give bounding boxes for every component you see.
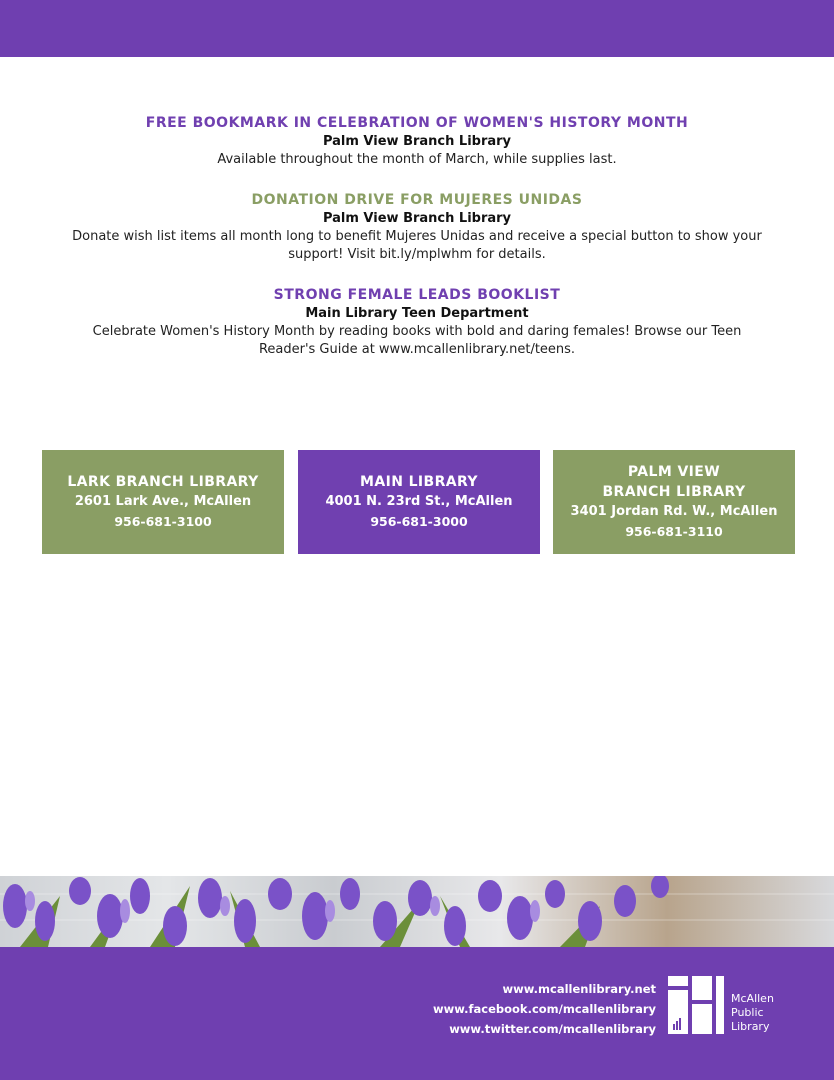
branch-phone: 956-681-3110 bbox=[625, 524, 723, 539]
event-title: DONATION DRIVE FOR MUJERES UNIDAS bbox=[251, 192, 583, 208]
website-link[interactable]: www.mcallenlibrary.net bbox=[502, 982, 656, 996]
lavender-flowers-image bbox=[0, 876, 834, 947]
event-description: Donate wish list items all month long to benefit Mujeres Unidas and receive a special button to show your support! Visit bit.ly/mplwhm for details. bbox=[72, 229, 762, 262]
header-band bbox=[0, 0, 834, 57]
branch-phone: 956-681-3000 bbox=[370, 514, 468, 529]
branch-address: 2601 Lark Ave., McAllen bbox=[74, 494, 252, 509]
logo-line: Public bbox=[731, 1006, 764, 1019]
branch-address: 4001 N. 23rd St., McAllen bbox=[325, 494, 513, 509]
twitter-link[interactable]: www.twitter.com/mcallenlibrary bbox=[449, 1022, 656, 1036]
event-description: Available throughout the month of March, while supplies last. bbox=[217, 152, 617, 167]
event-description: Celebrate Women's History Month by reading books with bold and daring females! Browse our Teen Reader's Guide at www.mcallenlibrary.net/teens. bbox=[92, 324, 742, 357]
logo-line: McAllen bbox=[731, 992, 774, 1005]
branch-box-lark bbox=[42, 450, 284, 554]
branch-name: MAIN LIBRARY bbox=[360, 474, 478, 490]
branch-box-main bbox=[298, 450, 540, 554]
event-bookmark bbox=[0, 114, 834, 169]
branch-address: 3401 Jordan Rd. W., McAllen bbox=[570, 504, 778, 519]
event-location: Palm View Branch Library bbox=[322, 134, 512, 149]
event-location: Palm View Branch Library bbox=[322, 211, 512, 226]
logo-wordmark bbox=[731, 992, 774, 1034]
event-title: STRONG FEMALE LEADS BOOKLIST bbox=[273, 287, 561, 303]
event-title: FREE BOOKMARK IN CELEBRATION OF WOMEN'S HISTORY MONTH bbox=[145, 115, 689, 131]
branch-boxes bbox=[42, 450, 795, 555]
lavender-photo bbox=[0, 876, 834, 947]
events-list bbox=[0, 114, 834, 381]
branch-phone: 956-681-3100 bbox=[114, 514, 212, 529]
event-booklist bbox=[0, 286, 834, 359]
event-donation-drive bbox=[0, 191, 834, 264]
event-location: Main Library Teen Department bbox=[305, 306, 529, 321]
branch-name: LARK BRANCH LIBRARY bbox=[67, 474, 259, 490]
library-logo-icon bbox=[668, 976, 724, 1034]
branch-box-palm-view bbox=[553, 450, 795, 554]
branch-name-line1: PALM VIEW bbox=[627, 464, 721, 480]
branch-name-line2: BRANCH LIBRARY bbox=[602, 484, 746, 500]
facebook-link[interactable]: www.facebook.com/mcallenlibrary bbox=[433, 1002, 656, 1016]
footer-links bbox=[433, 979, 656, 1039]
logo-line: Library bbox=[731, 1020, 770, 1033]
